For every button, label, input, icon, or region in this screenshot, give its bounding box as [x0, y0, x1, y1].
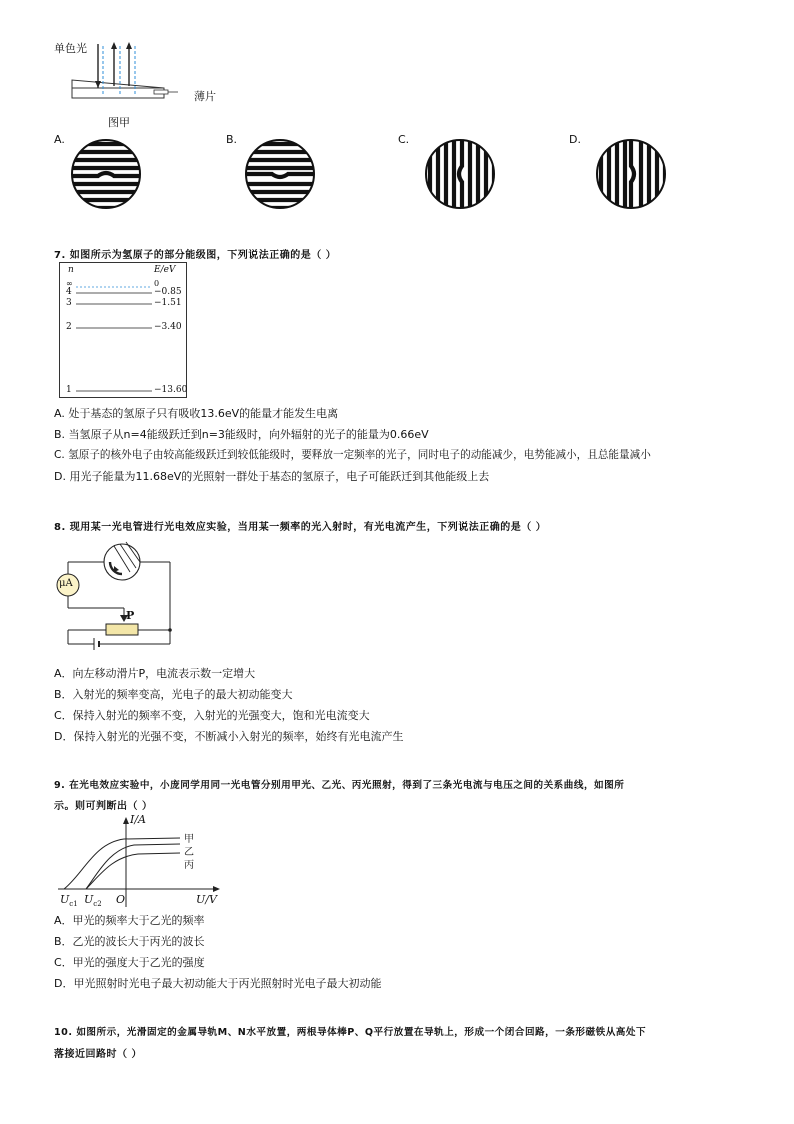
- q7-option-d: D. 用光子能量为11.68eV的光照射一群处于基态的氢原子，电子可能跃迁到其他能级上去: [54, 470, 490, 483]
- curve-yi-label: 乙: [184, 847, 194, 858]
- q9-option-d: D．甲光照射时光电子最大初动能大于丙光照射时光电子最大初动能: [54, 977, 382, 990]
- uc1-label: $U_{c1}$: [60, 893, 78, 909]
- q8-option-b: B．入射光的频率变高，光电子的最大初动能变大: [54, 688, 293, 701]
- fringe-pattern-b: [244, 138, 316, 210]
- level-4-n: 4: [66, 287, 72, 297]
- level-inf-n: ∞: [66, 279, 73, 288]
- energy-axis-label: E/eV: [154, 265, 176, 275]
- level-2-n: 2: [66, 322, 72, 332]
- q9-option-b: B．乙光的波长大于丙光的波长: [54, 935, 205, 948]
- voltage-axis-label: U/V: [196, 893, 217, 906]
- q6-option-a-label: A.: [54, 133, 65, 146]
- n-axis-label: n: [68, 265, 74, 275]
- curve-bing-label: 丙: [184, 860, 194, 871]
- q8-option-d: D．保持入射光的光强不变，不断减小入射光的频率，始终有光电流产生: [54, 730, 404, 743]
- uc2-label: $U_{c2}$: [84, 893, 102, 909]
- level-2-e: −3.40: [154, 322, 182, 332]
- q6-option-c-label: C.: [398, 133, 410, 146]
- q7-option-a: A. 处于基态的氢原子只有吸收13.6eV的能量才能发生电离: [54, 407, 339, 420]
- curve-jia-label: 甲: [184, 834, 194, 845]
- monochrome-light-label: 单色光: [54, 42, 87, 55]
- ammeter-label: μA: [59, 578, 73, 589]
- q9-stem-line2: 示。则可判断出（ ）: [54, 801, 153, 812]
- q9-option-a: A．甲光的频率大于乙光的频率: [54, 914, 205, 927]
- thin-film-interference-diagram: [70, 40, 190, 110]
- q6-option-d-label: D.: [569, 133, 581, 146]
- fringe-pattern-c: [424, 138, 496, 210]
- film-label: 薄片: [194, 90, 216, 103]
- figure-caption: 图甲: [108, 116, 130, 129]
- q7-stem: 7. 如图所示为氢原子的部分能级图，下列说法正确的是（ ）: [54, 250, 337, 261]
- level-1-n: 1: [66, 385, 72, 395]
- q7-option-b: B. 当氢原子从n=4能级跃迁到n=3能级时，向外辐射的光子的能量为0.66eV: [54, 428, 429, 441]
- q9-option-c: C．甲光的强度大于乙光的强度: [54, 956, 205, 969]
- level-3-e: −1.51: [154, 298, 182, 308]
- level-inf-e: 0: [154, 279, 160, 288]
- q8-option-c: C．保持入射光的频率不变，入射光的光强变大，饱和光电流变大: [54, 709, 370, 722]
- q8-stem: 8. 现用某一光电管进行光电效应实验，当用某一频率的光入射时，有光电流产生，下列说法正确的是（ ）: [54, 522, 547, 533]
- q8-option-a: A．向左移动滑片P，电流表示数一定增大: [54, 667, 256, 680]
- energy-level-diagram: [59, 262, 187, 398]
- q10-stem-line2: 落接近回路时（ ）: [54, 1049, 142, 1060]
- level-1-e: −13.60: [154, 385, 188, 395]
- fringe-pattern-d: [595, 138, 667, 210]
- origin-label: O: [116, 893, 126, 906]
- level-4-e: −0.85: [154, 287, 182, 297]
- photoelectric-circuit-diagram: [54, 532, 184, 660]
- fringe-pattern-a: [70, 138, 142, 210]
- slider-label: P: [126, 609, 135, 622]
- level-3-n: 3: [66, 298, 72, 308]
- q9-stem-line1: 9. 在光电效应实验中，小庞同学用同一光电管分别用甲光、乙光、丙光照射，得到了三条光电流与电压之间的关系曲线，如图所: [54, 780, 625, 791]
- q10-stem-line1: 10. 如图所示，光滑固定的金属导轨M、N水平放置，两根导体棒P、Q平行放置在导轨上，形成一个闭合回路，一条形磁铁从高处下: [54, 1027, 647, 1038]
- q7-option-c: C. 氢原子的核外电子由较高能级跃迁到较低能级时，要释放一定频率的光子，同时电子的动能减少，电势能减小，且总能量减小: [54, 449, 651, 461]
- current-axis-label: I/A: [130, 813, 146, 826]
- q6-option-b-label: B.: [226, 133, 238, 146]
